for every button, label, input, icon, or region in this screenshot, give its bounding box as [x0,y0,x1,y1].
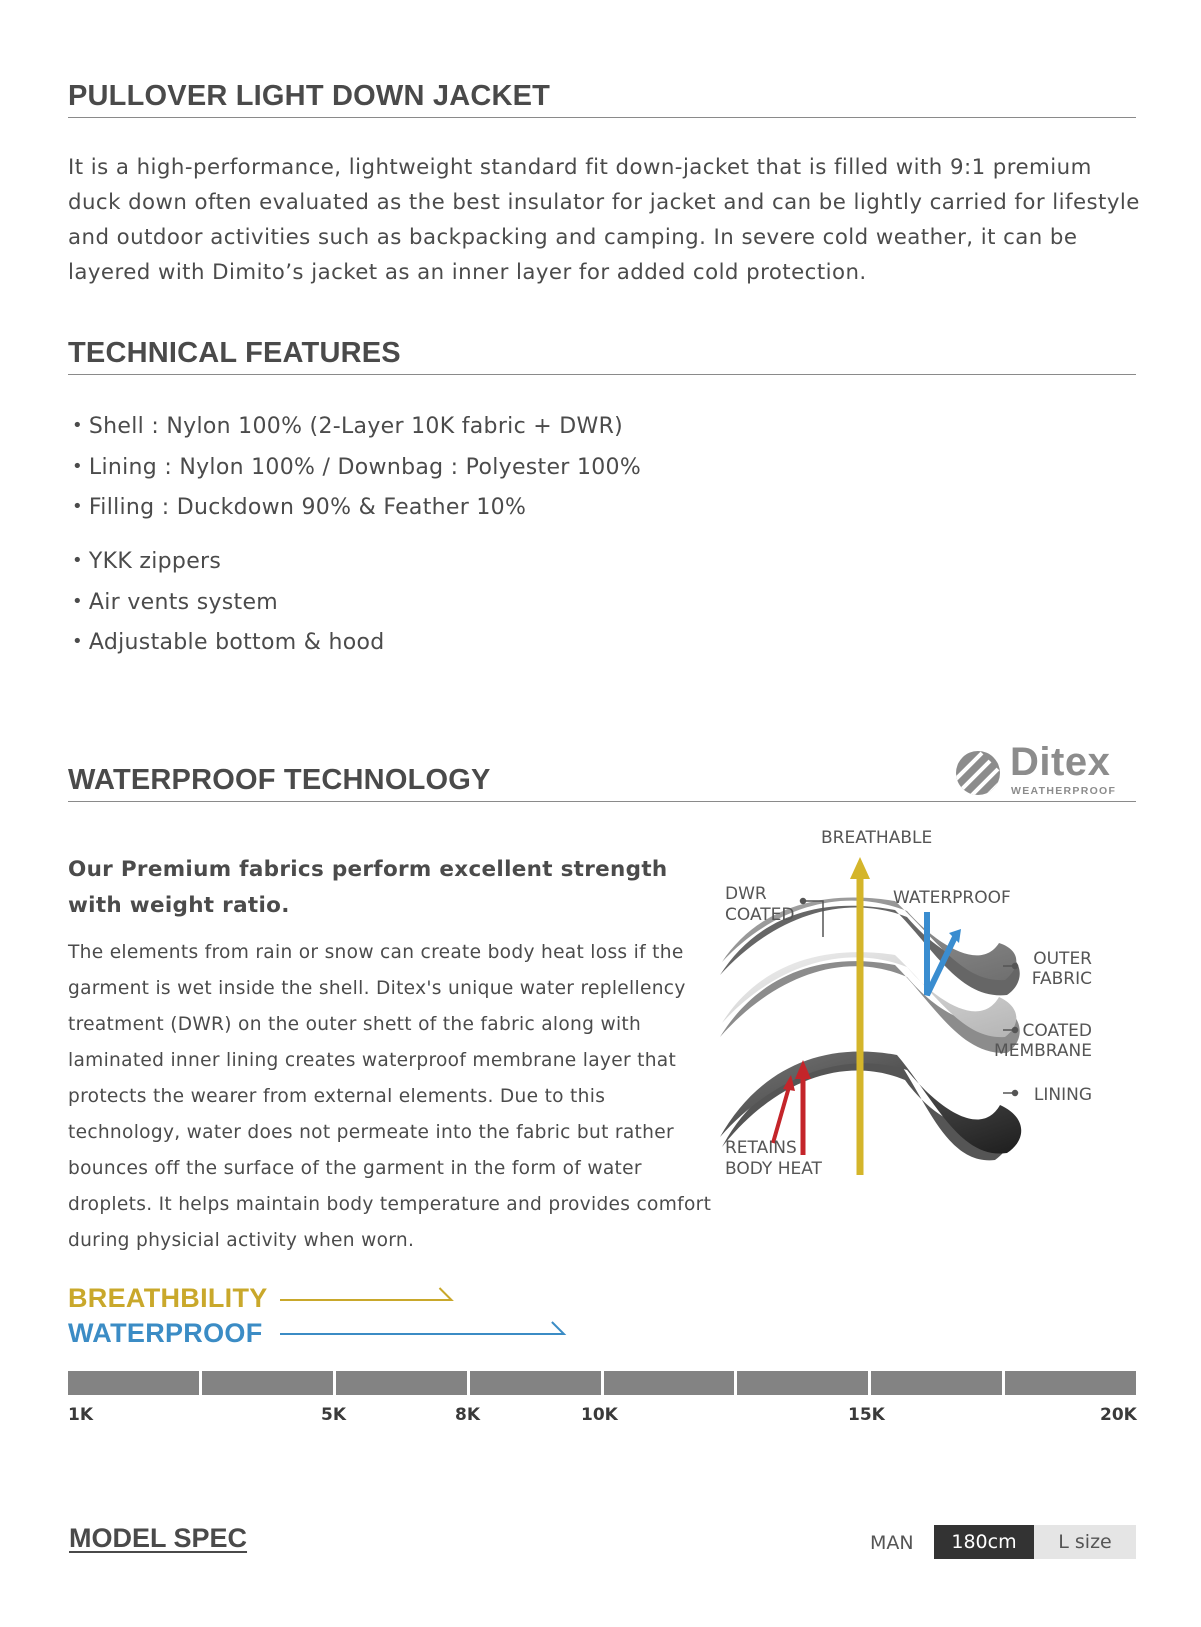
waterproof-rating-label: WATERPROOF [68,1318,263,1348]
feature-list-details [72,542,385,664]
bullet-icon: • [72,550,83,571]
waterproof-technology-title: WATERPROOF TECHNOLOGY [68,764,1136,802]
outer-fabric-label-line2: FABRIC [1031,969,1092,989]
bullet-icon: • [72,631,83,652]
scale-segment [871,1371,1002,1395]
scale-segment [1005,1371,1136,1395]
scale-segment [604,1371,735,1395]
outer-fabric-label-line1: OUTER [1033,949,1092,969]
scale-segment [737,1371,868,1395]
scale-segment [470,1371,601,1395]
scale-tick: 15K [848,1405,885,1425]
waterproof-diagram-label: WATERPROOF [893,888,1011,908]
dwr-label-line2: COATED [725,905,795,925]
scale-tick: 8K [455,1405,481,1425]
model-size-badge: L size [1034,1525,1136,1559]
product-description: It is a high-performance, lightweight standard fit down-jacket that is filled with 9:1 premium duck down often evaluated as the best insulator for jacket and can be lightly carried for lifestyle and outdoor activities such as backpacking and camping. In severe cold weather, it can be layered with Dimito’s jacket as an inner layer for added cold protection. [68,155,1140,285]
feature-item: • Shell : Nylon 100% (2-Layer 10K fabric + DWR) [72,414,624,439]
bullet-icon: • [72,455,83,477]
rating-scale-bar [68,1371,1136,1395]
feature-item: • Filling : Duckdown 90% & Feather 10% [72,495,527,520]
breathability-label: BREATHBILITY [68,1283,268,1313]
ditex-wordmark: Ditex [1010,740,1111,784]
fabric-layer-diagram [725,828,1145,1225]
membrane-label-line2: MEMBRANE [994,1041,1092,1061]
ditex-logo [954,740,1138,798]
membrane-label-line1: COATED [1022,1021,1092,1041]
retains-label-line2: BODY HEAT [725,1159,822,1179]
bullet-icon: • [72,590,83,612]
feature-item: • Lining : Nylon 100% / Downbag : Polyester 100% [72,454,642,480]
scale-segment [68,1371,199,1395]
model-height-badge: 180cm [934,1525,1034,1559]
lining-label: LINING [1033,1085,1092,1105]
scale-tick: 5K [321,1405,347,1425]
rating-arrows [280,1286,620,1346]
technical-features-title: TECHNICAL FEATURES [68,337,1136,375]
feature-item: • Air vents system [72,589,279,615]
waterproof-arrow-rating-icon [280,1322,564,1334]
feature-item: • Adjustable bottom & hood [72,630,385,655]
breathable-label: BREATHABLE [821,828,933,848]
scale-segment [336,1371,467,1395]
breathability-arrow-icon [280,1288,451,1300]
ditex-emblem-icon [954,749,1002,797]
bullet-icon: • [72,415,83,436]
feature-list-materials [72,407,641,529]
scale-tick: 20K [1100,1405,1137,1425]
breathable-arrow-icon [850,857,870,1175]
model-spec-title: MODEL SPEC [69,1523,248,1553]
bullet-icon: • [72,496,83,517]
scale-tick: 1K [68,1405,94,1425]
scale-tick: 10K [581,1405,618,1425]
model-gender: MAN [870,1532,914,1554]
ditex-tagline: WEATHERPROOF [1011,785,1117,797]
scale-segment [202,1371,333,1395]
waterproof-body: The elements from rain or snow can create body heat loss if the garment is wet inside the shell. Ditex's unique water replellency treatment (DWR) on the outer shett of the fabric along with laminated inner lining creates waterproof membrane layer that protects the wearer from external elements. Due to this technology, water does not permeate into the fabric but rather bounces off the surface of the garment in the form of water droplets. It helps maintain body temperature and provides comfort during physicial activity when worn. [68,942,712,1251]
product-title: PULLOVER LIGHT DOWN JACKET [68,80,1136,118]
retains-label-line1: RETAINS [725,1138,797,1158]
feature-item: • YKK zippers [72,549,222,574]
waterproof-heading: Our Premium fabrics perform excellent strength with weight ratio. [68,857,668,918]
dwr-label-line1: DWR [725,884,767,904]
